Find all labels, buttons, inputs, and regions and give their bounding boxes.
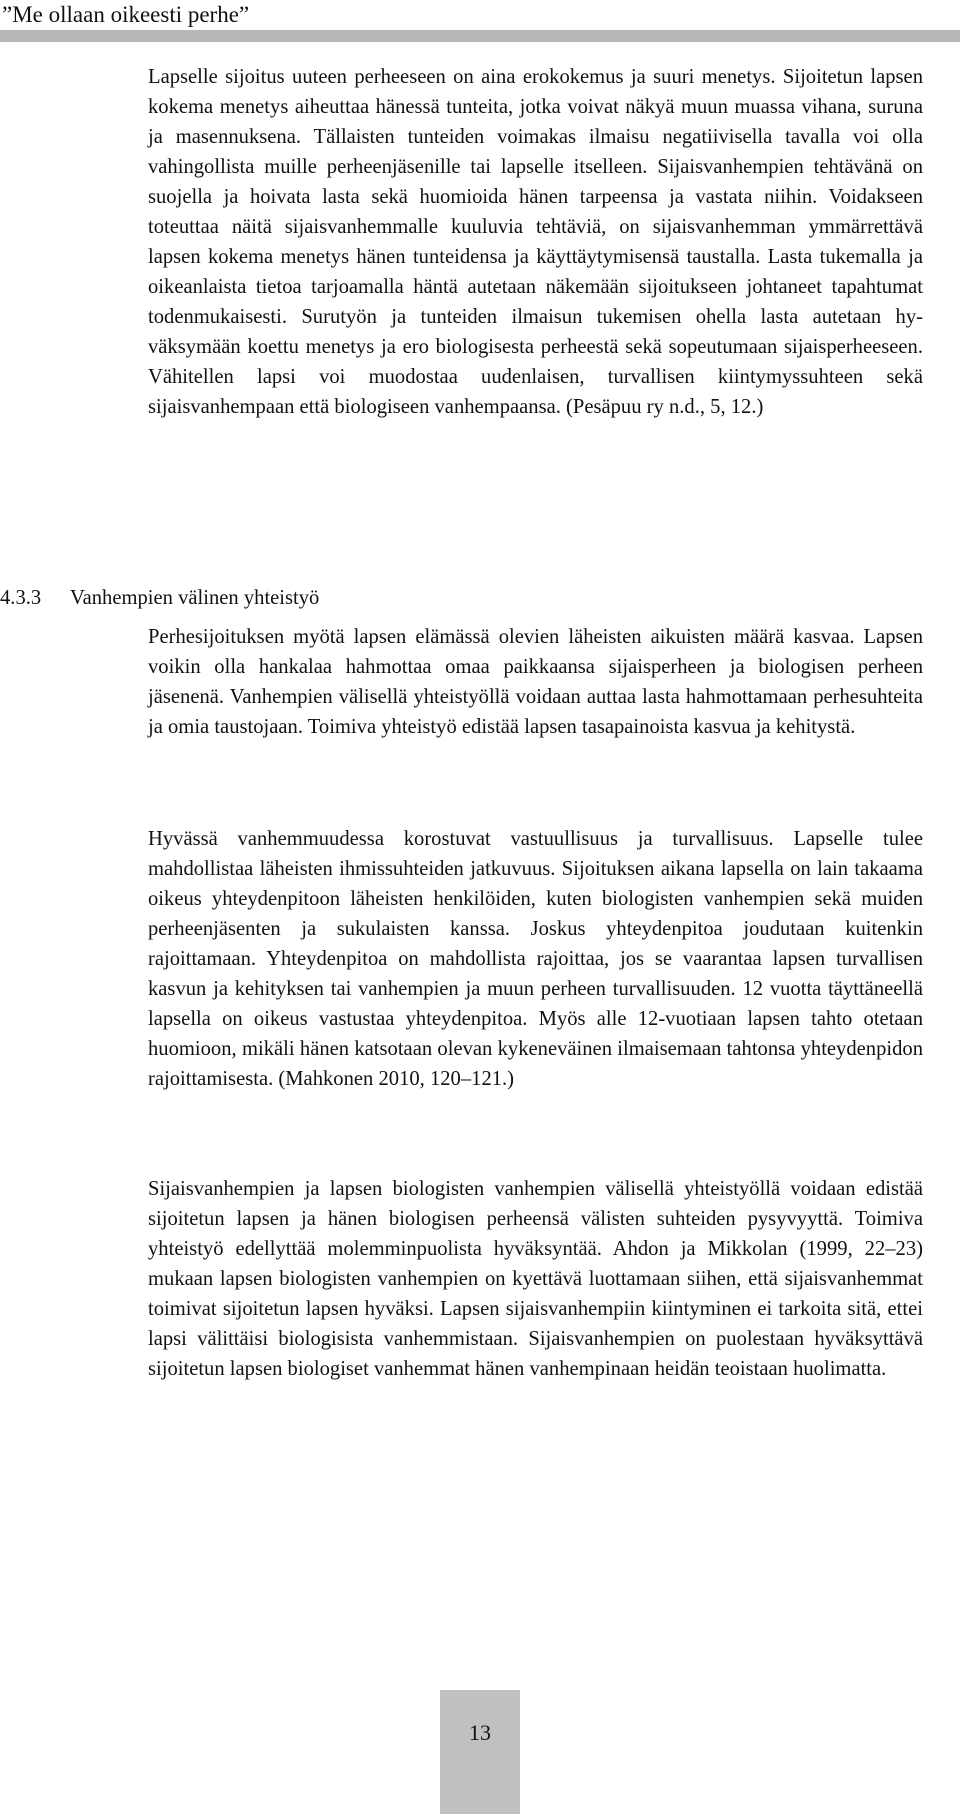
body-paragraph-2: Perhesijoituksen myötä lapsen elämässä olevien läheisten aikuisten määrä kasvaa. Lapsen voikin olla hankalaa hahmottaa omaa paikkaansa sijaisperheen ja biologisen perheen jäsenenä. Vanhempien välisellä yhteistyöllä voidaan auttaa lasta hahmottamaan perhesuhteita ja omia taustojaan. Toimiva yhteistyö edistää lapsen tasapainoista kasvua ja kehitystä. bbox=[148, 626, 923, 738]
section-title: Vanhempien välinen yhteistyö bbox=[70, 587, 320, 609]
page-number-box bbox=[440, 1690, 520, 1814]
section-number: 4.3.3 bbox=[0, 587, 42, 609]
body-paragraph-3: Hyvässä vanhemmuudessa korostuvat vastuullisuus ja turvallisuus. Lapselle tulee mahdollistaa läheisten ihmissuhteiden jatkuvuus. Sijoituksen aikana lapsella on lain takaama oikeus yhteydenpitoon läheisten henkilöiden, kuten biologisten vanhempien sekä muiden perheenjäsenten ja sukulaisten kanssa. Joskus yhteydenpitoa joudutaan kuitenkin rajoittamaan. Yhteydenpitoa on mahdollista rajoittaa, jos se vaarantaa lapsen turvallisen kasvun ja kehityksen tai vanhempien ja muun perheen turvallisuuden. 12 vuotta täyttäneellä lapsella on oikeus vastustaa yhteydenpitoa. Myös alle 12-vuotiaan lapsen tahto otetaan huomioon, mikäli hänen katsotaan olevan kykeneväinen ilmaisemaan tahtonsa yhteydenpidon rajoittamisesta. (Mahkonen 2010, 120–121.) bbox=[148, 828, 923, 1090]
body-paragraph-1: Lapselle sijoitus uuteen perheeseen on aina erokokemus ja suuri menetys. Sijoitetun lapsen kokema menetys aiheuttaa hänessä tunteita, jotka voivat näkyä muun muassa vihana, suruna ja masennuksena. Tällaisten tunteiden voimakas ilmaisu negatiivisella tavalla voi olla vahingollista muille perheenjäsenille tai lapselle itselleen. Sijaisvanhempien tehtävänä on suojella ja hoivata lasta sekä huomioida hänen tarpeensa ja vastata niihin. Voidakseen toteuttaa näitä sijaisvanhemmalle kuuluvia tehtäviä, on sijaisvanhemman ymmärrettävä lapsen kokema menetys hänen tunteidensa ja käyttäytymisensä taustalla. Lasta tukemalla ja oikeanlaista tietoa tarjoamalla häntä autetaan näkemään sijoitukseen johtaneet tapahtumat todenmukaisesti. Surutyön ja tunteiden ilmaisun tukemisen ohella lasta autetaan hyväksymään koettu menetys ja ero biologisesta perheestä sekä sopeutumaan sijaisperheeseen. Vähitellen lapsi voi muodostaa uudenlaisen, turvallisen kiintymyssuhteen sekä sijaisvanhempaan että biologiseen vanhempaansa. (Pesäpuu ry n.d., 5, 12.) bbox=[148, 66, 923, 418]
body-paragraph-4: Sijaisvanhempien ja lapsen biologisten vanhempien välisellä yhteistyöllä voidaan edistää sijoitetun lapsen ja hänen biologisen perheensä välisten suhteiden pysyvyyttä. Toimiva yhteistyö edellyttää molemminpuolista hyväksyntää. Ahdon ja Mikkolan (1999, 22–23) mukaan lapsen biologisten vanhempien on kyettävä luottamaan siihen, että sijaisvanhemmat toimivat sijoitetun lapsen hyväksi. Lapsen sijaisvanhempiin kiintyminen ei tarkoita sitä, ettei lapsi välittäisi biologisista vanhemmistaan. Sijaisvanhempien on puolestaan hyväksyttävä sijoitetun lapsen biologiset vanhemmat hänen vanhempinaan heidän teoistaan huolimatta. bbox=[148, 1178, 923, 1380]
running-header bbox=[0, 0, 960, 44]
section-heading bbox=[0, 583, 923, 613]
page-number: 13 bbox=[469, 1720, 491, 1745]
running-header-title: ”Me ollaan oikeesti perhe” bbox=[2, 2, 250, 27]
header-rule bbox=[0, 30, 960, 42]
